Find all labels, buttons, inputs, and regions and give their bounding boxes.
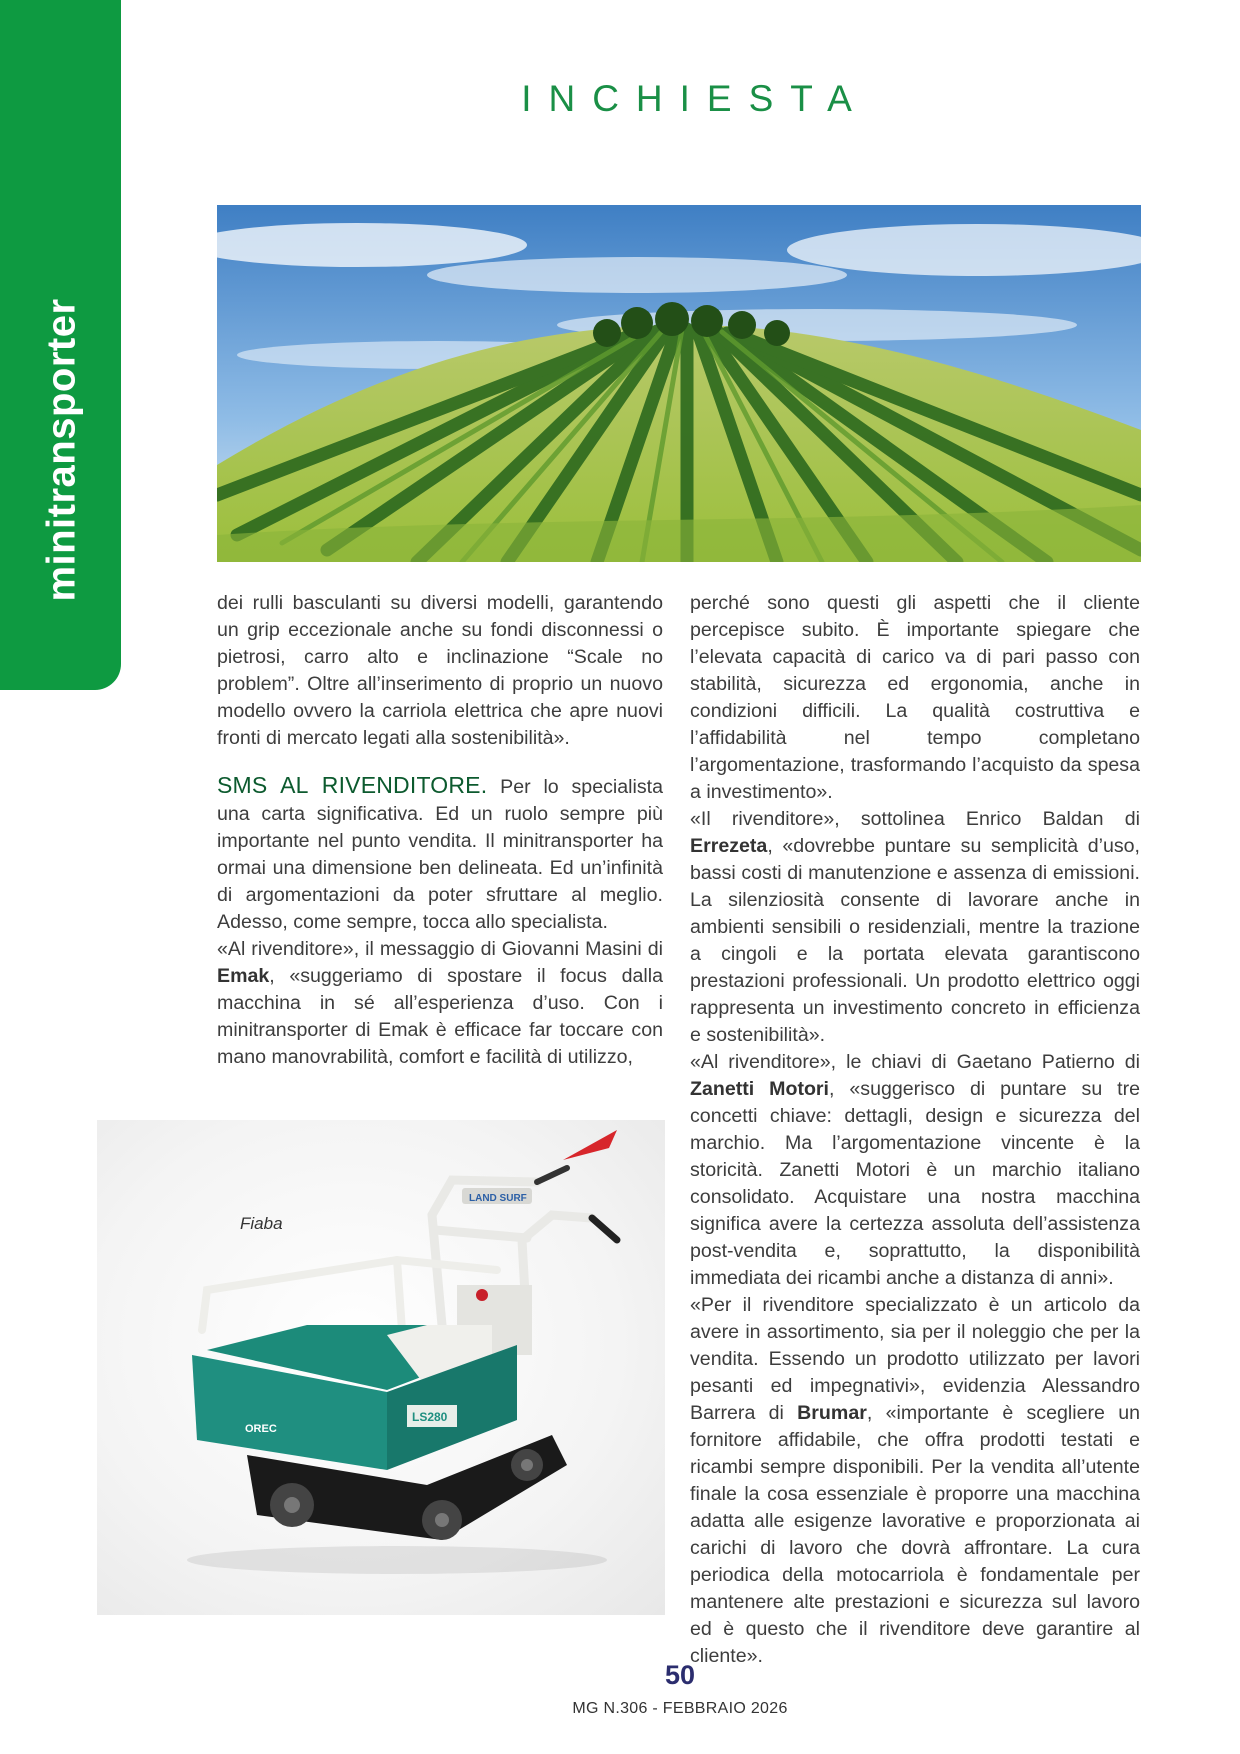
side-brand-label: OREC [245, 1423, 277, 1435]
brand-zanetti-motori: Zanetti Motori [690, 1078, 830, 1100]
right-column [690, 590, 1140, 1670]
brumar-quote-paragraph [690, 1292, 1140, 1670]
emak-quote-text: , «suggeriamo di spostare il focus dalla macchina in sé all’esperienza d’uso. Con i minitransporter di Emak è efficace far toccare con mano manovrabilità, comfort e facilità di utilizzo, [217, 965, 663, 1068]
page-number: 50 [664, 1660, 696, 1690]
minitransporter-photo [97, 1120, 665, 1615]
brand-errezeta: Errezeta [690, 835, 768, 857]
brumar-quote-text: , «importante è scegliere un fornitore affidabile, che offra prodotti testati e ricambi sempre disponibili. Per la vendita all’utente finale la cosa essenziale è proporre una macchina adatta alle esigenze lavorative e proporzionata ai carichi di lavoro che dovrà affrontare. La cura periodica della motocarriola è fondamentale per mantenere alte prestazioni e sicurezza sul lavoro ed è questo che il rivenditore deve garantire al cliente». [690, 1402, 1140, 1667]
right-intro-paragraph: perché sono questi gli aspetti che il cliente percepisce subito. È importante spiegare che l’elevata capacità di carico va di pari passo con stabilità, sicurezza ed ergonomia, anche in condizioni difficili. La qualità costruttiva e l’affidabilità nel tempo completano l’argomentazione, trasformando l’acquisto da spesa a investimento». [690, 592, 1140, 803]
side-tab-label: minitransporter [39, 298, 84, 602]
issue-label: MG N.306 - FEBBRAIO 2026 [572, 1700, 788, 1717]
zanetti-quote-lead: «Al rivenditore», le chiavi di Gaetano Patierno di [690, 1051, 1140, 1073]
brand-emak: Emak [217, 965, 270, 987]
section-heading: INCHIESTA [521, 78, 869, 119]
orchard-photo [217, 205, 1141, 562]
dealer-paragraph-text: Per lo specialista una carta significativa. Ed un ruolo sempre più importante nel punto vendita. Il minitransporter ha ormai una dimensione ben delineata. Ed un’infinità di argomentazioni da poter sfruttare al meglio. Adesso, come sempre, tocca allo specialista. [217, 776, 663, 933]
zanetti-quote-text: , «suggerisco di puntare su tre concetti chiave: dettagli, design e sicurezza del marchio. Ma l’argomentazione vincente è la storicità. Zanetti Motori è un marchio italiano consolidato. Acquistare una nostra macchina significa avere la certezza assoluta dell’assistenza post-vendita e, soprattutto, la disponibilità immediata dei ricambi anche a distanza di anni». [690, 1078, 1141, 1289]
errezeta-quote-lead: «Il rivenditore», sottolinea Enrico Baldan di [690, 808, 1140, 830]
photo-caption: Fiaba [240, 1214, 283, 1233]
subhead-sms-al-rivenditore: SMS AL RIVENDITORE. [217, 772, 488, 798]
emak-quote-paragraph [217, 936, 663, 1071]
emak-quote-lead: «Al rivenditore», il messaggio di Giovanni Masini di [217, 938, 663, 960]
brand-brumar: Brumar [797, 1402, 867, 1424]
errezeta-quote-paragraph [690, 806, 1140, 1049]
left-column [217, 590, 663, 1071]
side-tab [0, 0, 121, 690]
brumar-quote-lead: «Per il rivenditore specializzato è un articolo da avere in assortimento, sia per il noleggio che per la vendita. Essendo un prodotto utilizzato per lavori pesanti ed impegnativi», evidenzia Alessandro Barrera di [690, 1294, 1140, 1424]
errezeta-quote-text: , «dovrebbe puntare su semplicità d’uso, bassi costi di manutenzione e assenza di emissioni. La silenziosità consente di lavorare anche in ambienti sensibili o residenziali, mentre la trazione a cingoli e la portata elevata garantiscono prestazioni professionali. Un prodotto elettrico oggi rappresenta un investimento concreto in efficienza e sostenibilità». [690, 835, 1140, 1046]
zanetti-quote-paragraph [690, 1049, 1140, 1292]
dealer-paragraph [217, 772, 663, 936]
handle-brand-label: LAND SURF [469, 1193, 527, 1204]
left-intro-paragraph: dei rulli basculanti su diversi modelli, garantendo un grip eccezionale anche su fondi disconnessi o pietrosi, carro alto e inclinazione “Scale no problem”. Oltre all’inserimento di proprio un nuovo modello ovvero la carriola elettrica che apre nuovi fronti di mercato legati alla sostenibilità». [217, 592, 663, 749]
model-label: LS280 [412, 1410, 448, 1424]
